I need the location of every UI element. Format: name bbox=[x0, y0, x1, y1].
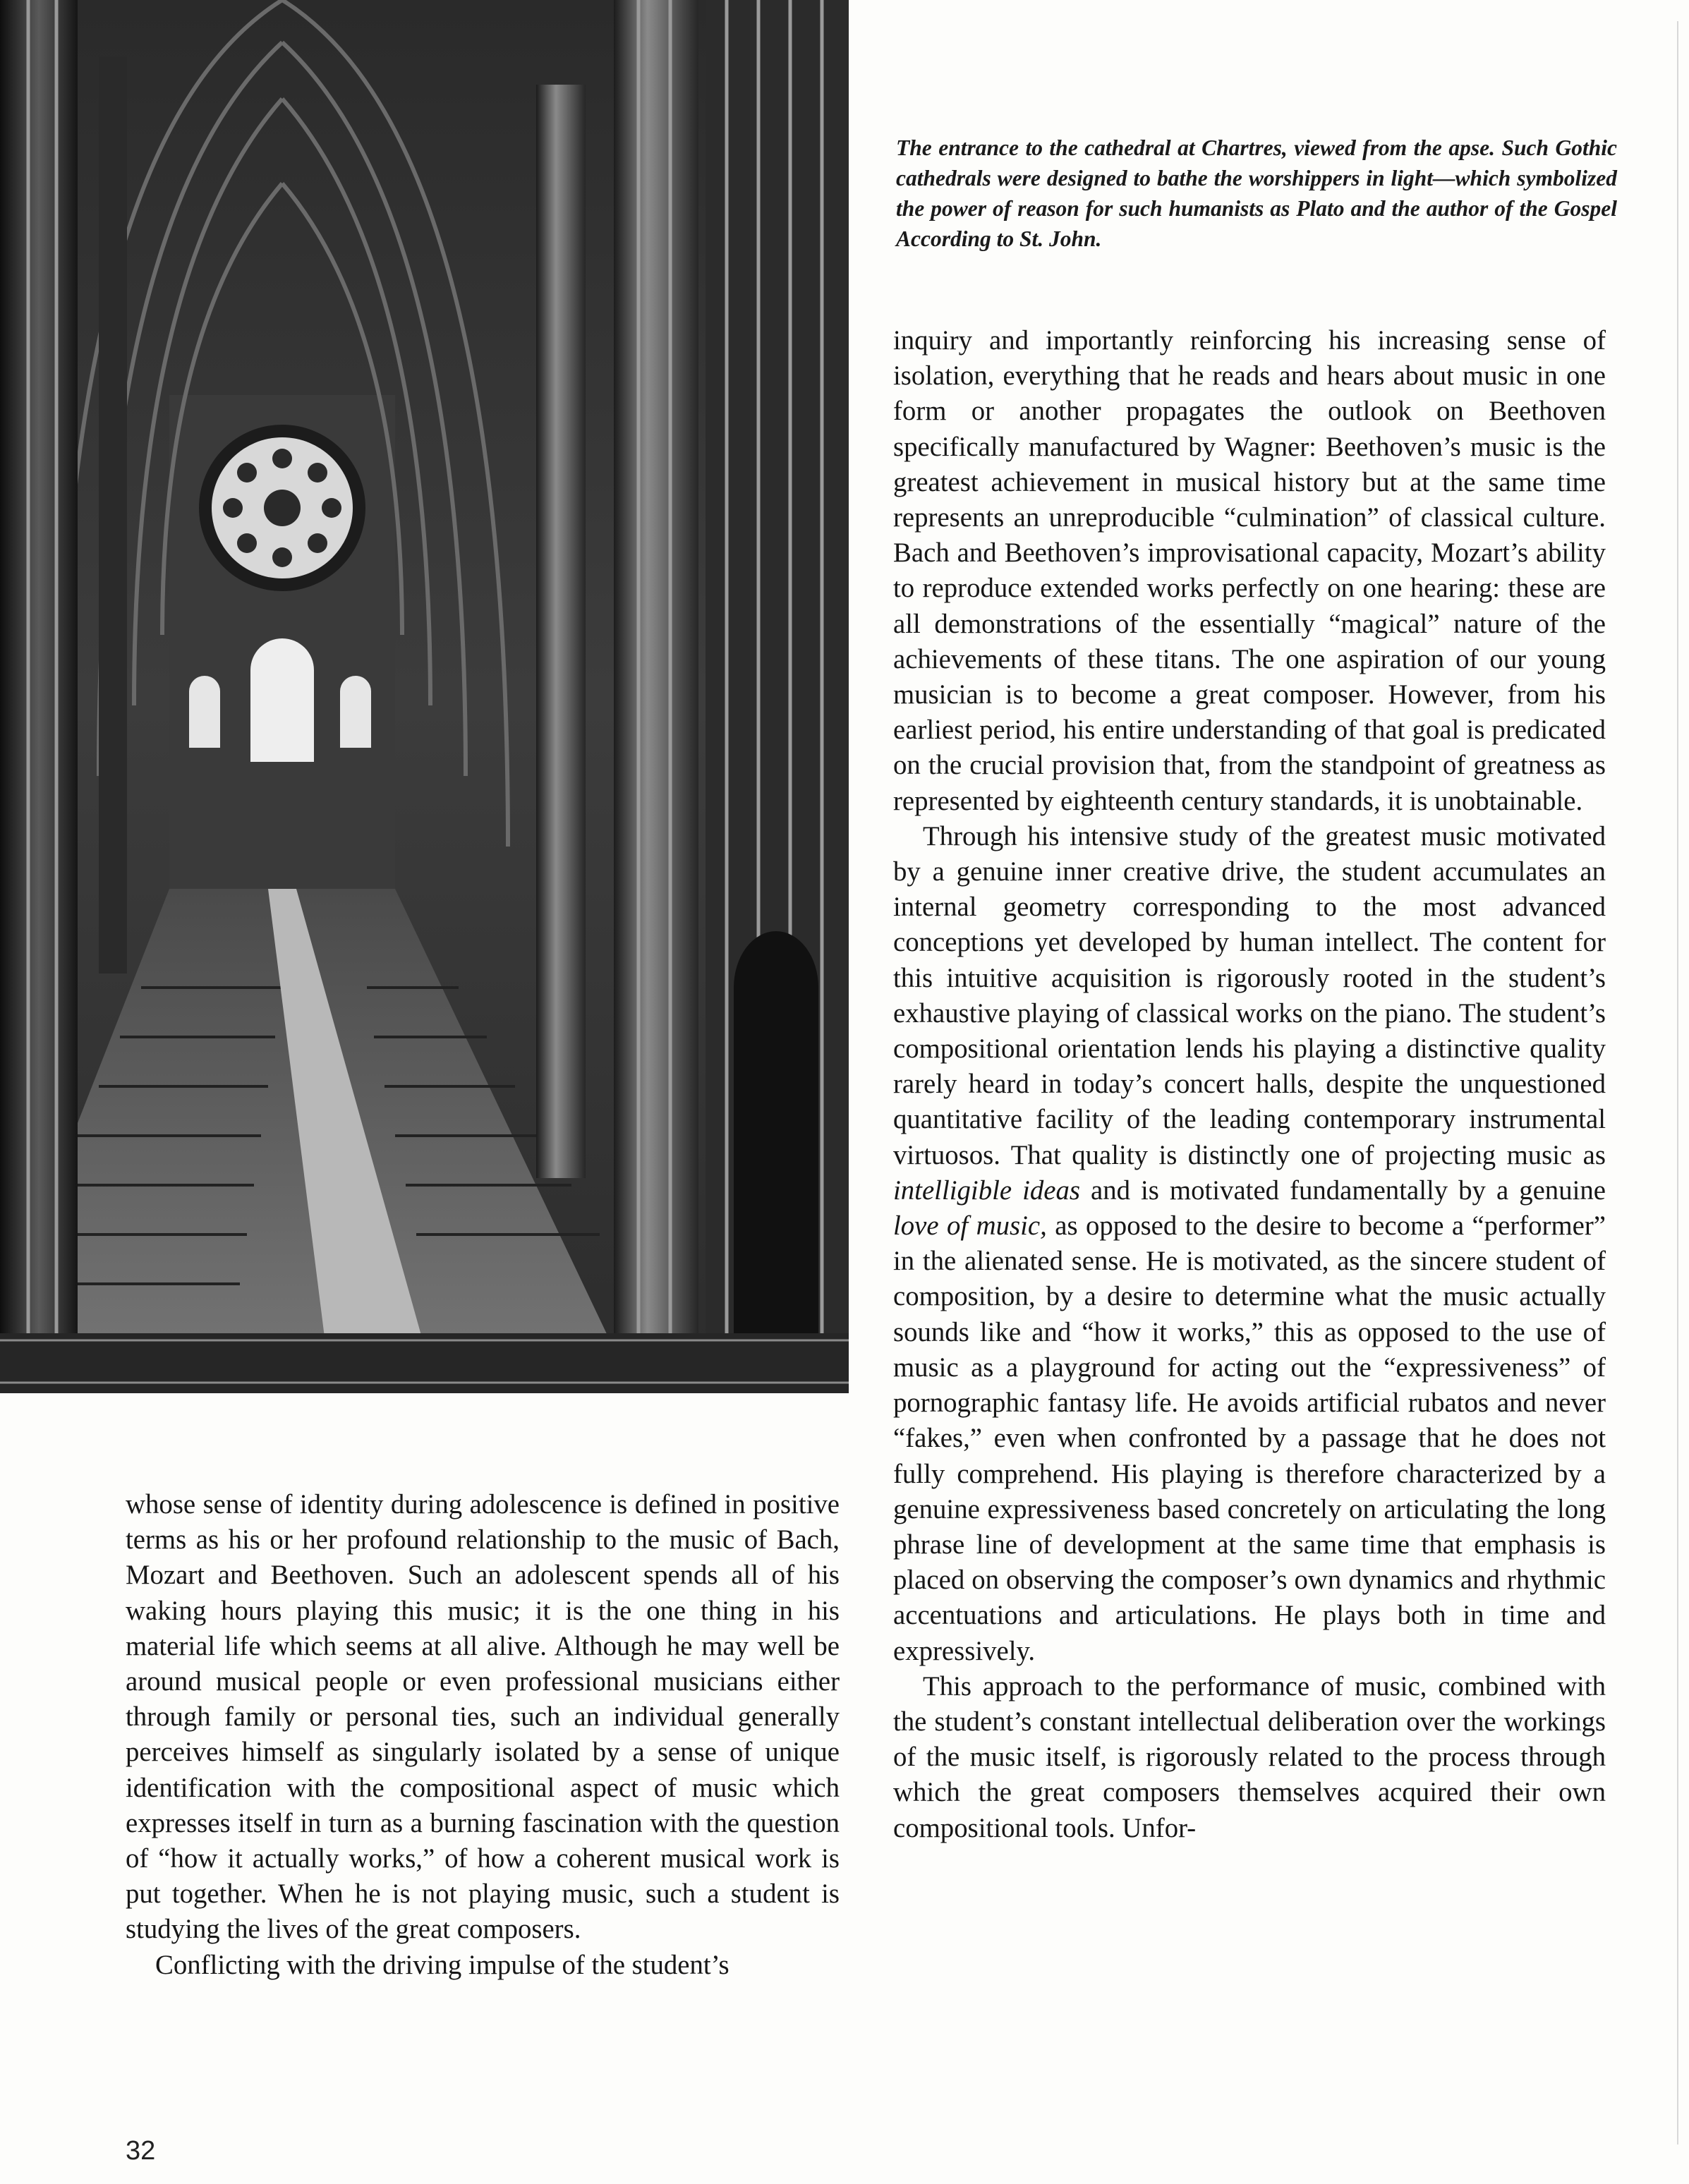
left-paragraph-2: Conflicting with the driving impulse of the student’s bbox=[155, 1949, 730, 1980]
paragraph-text: as opposed to the desire to become a “performer” in the alienated sense. He is motivated, as the sincere student of composition, by a desire to determine what the music actually sounds like and “how it works,” this as opposed to the use of music as a playground for acting out the “expressiveness” of pornographic fantasy life. He avoids artificial rubatos and never “fakes,” even when confronted by a passage that he does not fully comprehend. His playing is therefore characterized by a genuine expressiveness based concretely on articulating the long phrase line of development at the same time that emphasis is placed on observing the composer’s own dynamics and rhythmic accentuations and articulations. He plays both in time and expressively. bbox=[893, 1211, 1606, 1666]
left-text-column bbox=[126, 1487, 840, 1983]
photo-caption: The entrance to the cathedral at Chartres, viewed from the apse. Such Gothic cathedrals were designed to bathe the worshippers in light—which symbolized the power of reason for such humanists as Plato and the author of the Gospel According to St. John. bbox=[896, 135, 1617, 251]
cathedral-nave-image bbox=[0, 0, 849, 1393]
right-paragraph-1: inquiry and importantly reinforcing his increasing sense of isolation, everything that he reads and hears about music in one form or another propagates the outlook on Beethoven specifically manufactured by Wagner: Beethoven’s music is the greatest achievement in musical history but at the same time represents an unreproducible “culmination” of classical culture. Bach and Beethoven’s improvisational capacity, Mozart’s ability to reproduce extended works perfectly on one hearing: these are all demonstrations of the essentially “magical” nature of the achievements of these titans. The one aspiration of our young musician is to become a great composer. However, from his earliest period, his entire understanding of that goal is predicated on the crucial provision that, from the standpoint of greatness as represented by eighteenth century standards, it is unobtainable. bbox=[893, 325, 1606, 816]
emphasis-love-of-music: love of music, bbox=[893, 1211, 1047, 1242]
emphasis-intelligible-ideas: intelligible ideas bbox=[893, 1175, 1080, 1206]
right-paragraph-2 bbox=[893, 819, 1606, 1669]
page-edge-line bbox=[1677, 21, 1678, 2144]
left-paragraph-1: whose sense of identity during adolescence is defined in positive terms as his or her profound relationship to the music of Bach, Mozart and Beethoven. Such an adolescent spends all of his waking hours playing this music; it is the one thing in his material life which seems at all alive. Although he may well be around musical people or even professional musicians either through family or personal ties, such an individual generally perceives himself as singularly isolated by a sense of unique identification with the compositional aspect of music which expresses itself in turn as a burning fascination with the question of “how it actually works,” of how a coherent musical work is put together. When he is not playing music, such a student is studying the lives of the great composers. bbox=[126, 1489, 840, 1945]
paragraph-text: Through his intensive study of the greatest music motivated by a genuine inner creative drive, the student accumulates an internal geometry corresponding to the most advanced conceptions yet developed by human intellect. The content for this intuitive acquisition is rigorously rooted in the student’s exhaustive playing of classical works on the piano. The student’s compositional orientation lends his playing a distinctive quality rarely heard in today’s concert halls, despite the unquestioned quantitative facility of the leading contemporary instrumental virtuosos. That quality is distinctly one of projecting music as bbox=[893, 820, 1606, 1170]
right-paragraph-3: This approach to the performance of music, combined with the student’s constant intellectual deliberation over the workings of the music itself, is rigorously related to the process through which the great composers themselves acquired their own compositional tools. Unfor- bbox=[893, 1670, 1606, 1843]
cathedral-photo bbox=[0, 0, 849, 1393]
right-text-column bbox=[893, 323, 1606, 1846]
page-number: 32 bbox=[126, 2136, 156, 2166]
paragraph-text: and is motivated fundamentally by a genuine bbox=[1080, 1175, 1606, 1206]
